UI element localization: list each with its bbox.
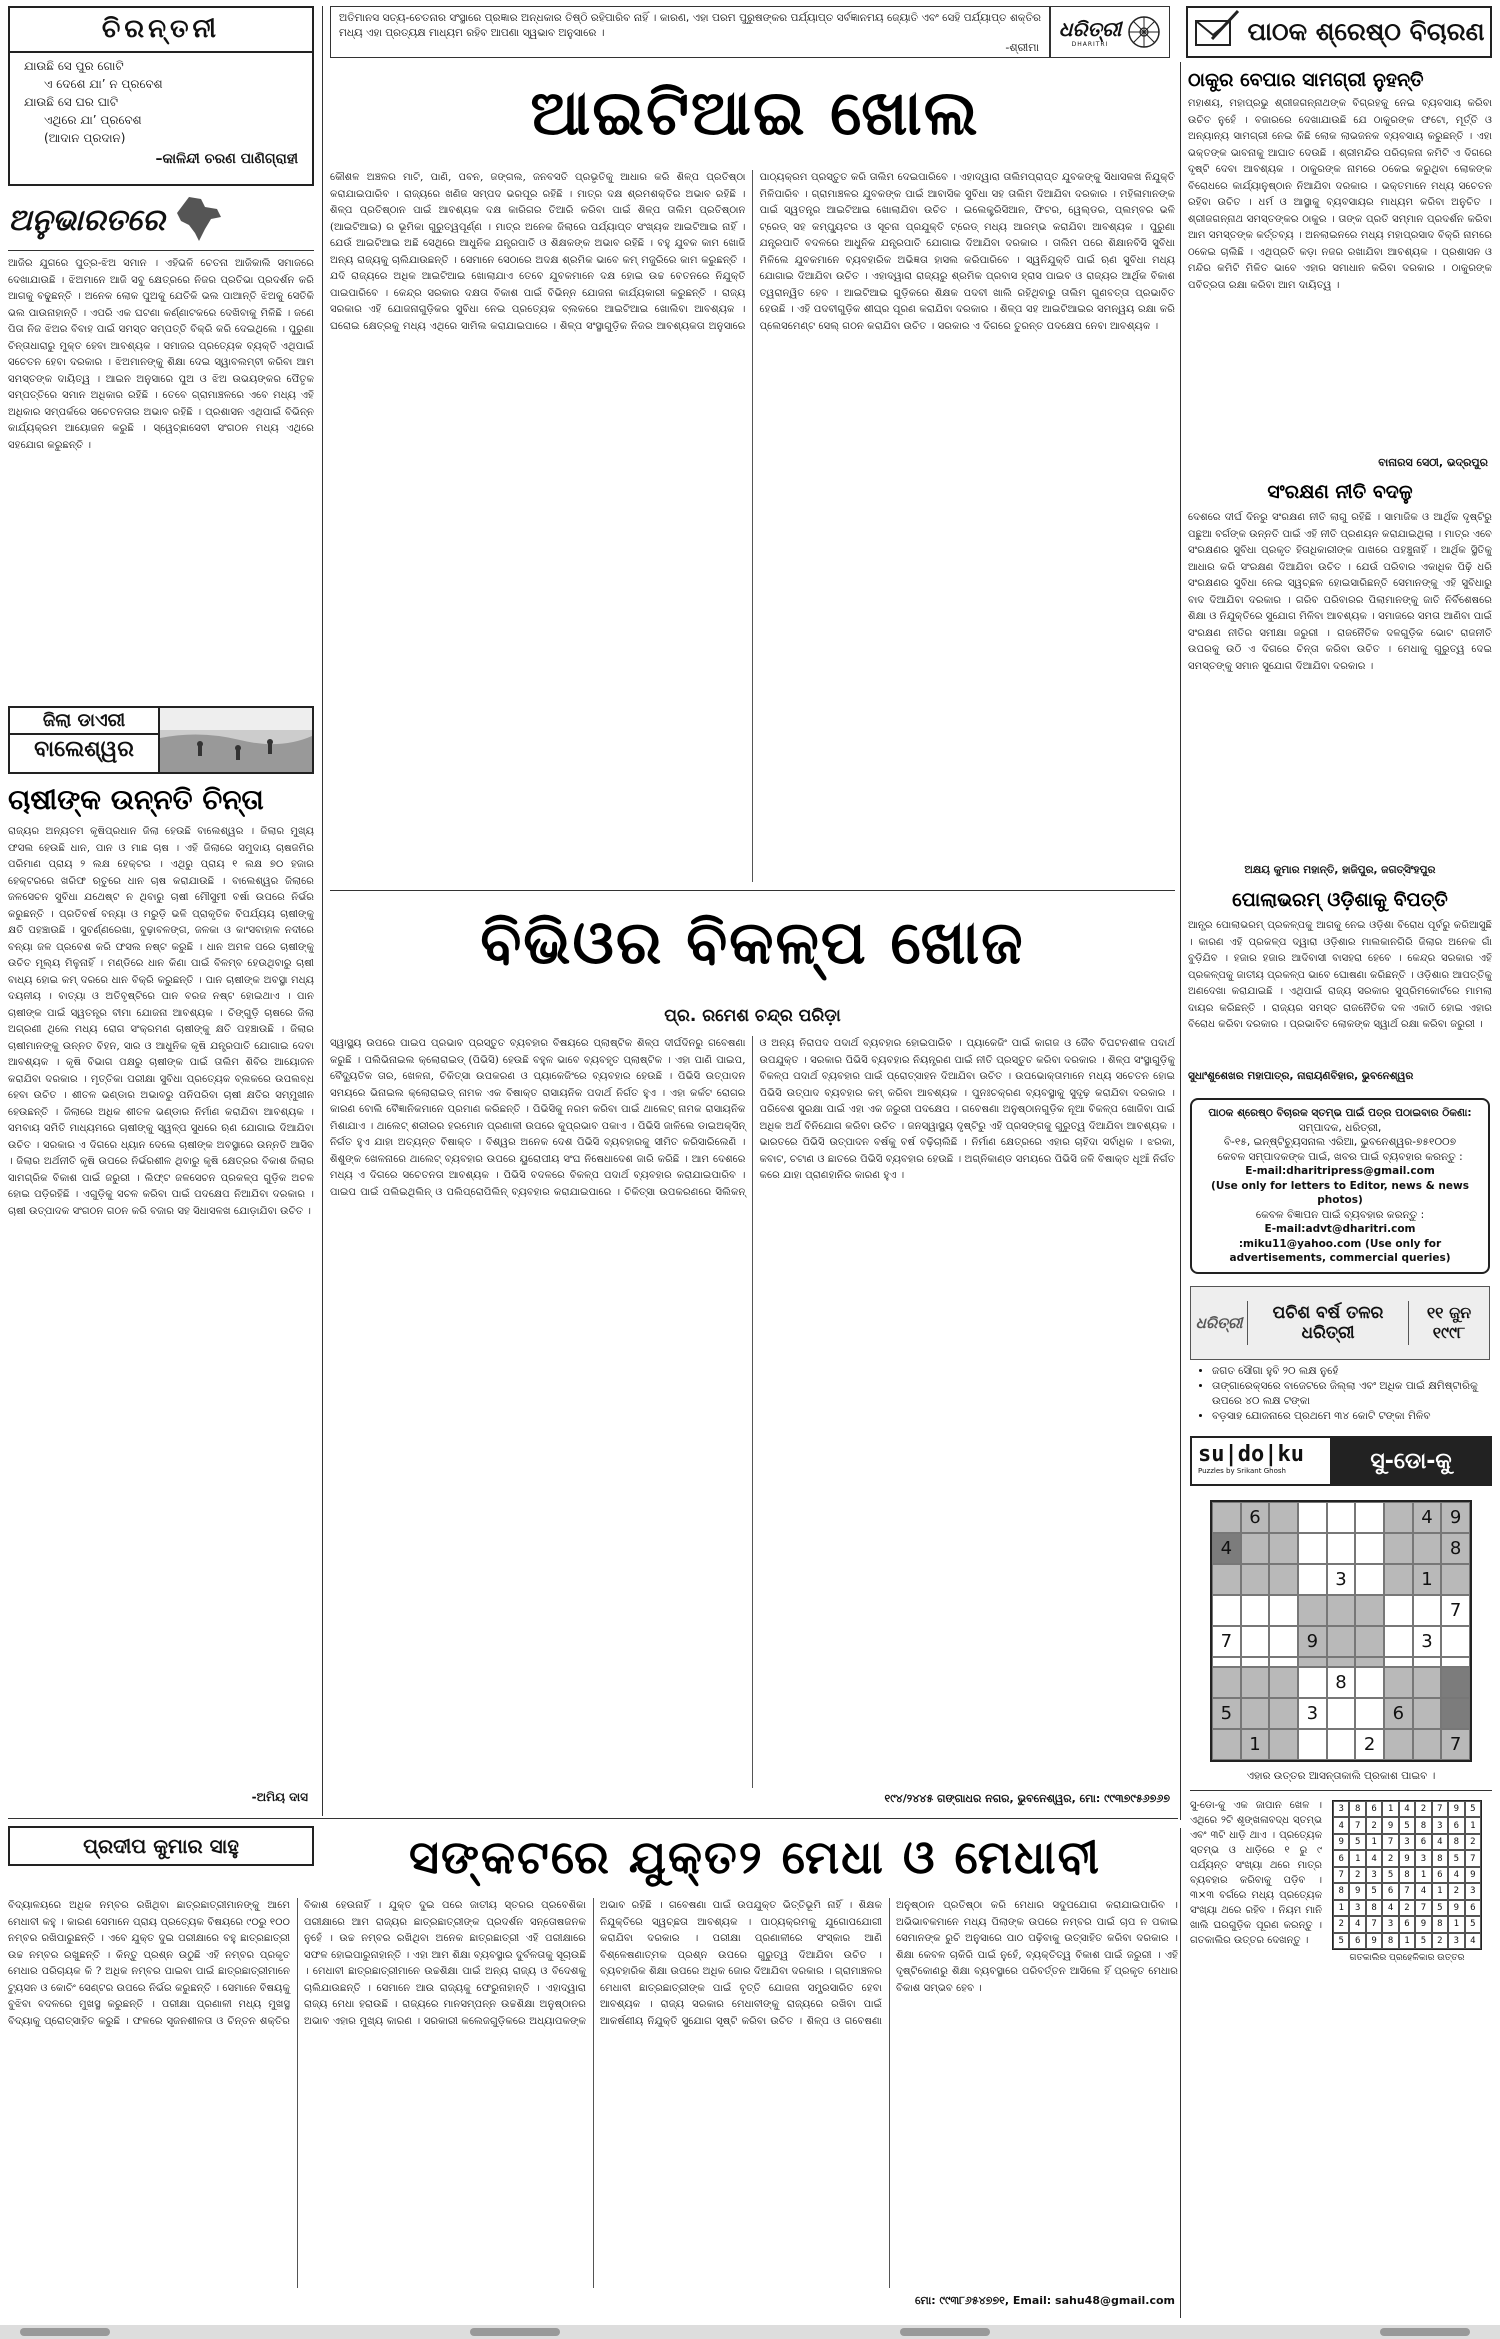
answer-cell: 3 xyxy=(1415,1850,1431,1866)
sudoku-cell[interactable] xyxy=(1384,1729,1413,1760)
sudoku-rules-text: ସୁ-ଡୋ-କୁ ଏକ ଜାପାନ ଖେଳ । ଏଥିରେ ୨ଟି ଶୃଙ୍ଖଳାବଦ୍ଧ ସ୍ତମ୍ଭ ଏବଂ ୩ଟି ଧାଡ଼ି ଥାଏ । ପ୍ରତ୍ୟେକ ସ୍ତମ୍ଭ ଓ ଧାଡ଼ିରେ ୧ ରୁ ୯ ପର୍ଯ୍ୟନ୍ତ ସଂଖ୍ୟା ଥରେ ମାତ୍ର ବ୍ୟବହାର କରିବାକୁ ପଡ଼ିବ । ୩×୩ ବର୍ଗରେ ମଧ୍ୟ ପ୍ରତ୍ୟେକ ସଂଖ୍ୟା ଥରେ ରହିବ । ନିୟମ ମାନି ଖାଲି ଘରଗୁଡ଼ିକ ପୂରଣ କରନ୍ତୁ । ଗତକାଲିର ଉତ୍ତର ଦେଖନ୍ତୁ । xyxy=(1190,1800,1322,1946)
answer-cell: 5 xyxy=(1465,1801,1481,1817)
sudoku-cell[interactable] xyxy=(1413,1595,1442,1626)
answer-cell: 2 xyxy=(1432,1933,1448,1949)
answer-cell: 8 xyxy=(1415,1817,1431,1833)
answer-cell: 9 xyxy=(1382,1817,1398,1833)
sudoku-cell[interactable] xyxy=(1298,1729,1327,1760)
archive-box xyxy=(1190,1286,1490,1360)
answer-cell: 7 xyxy=(1349,1817,1365,1833)
sudoku-cell[interactable]: 4 xyxy=(1413,1502,1442,1533)
beach-photo xyxy=(160,708,312,772)
sudoku-cell[interactable] xyxy=(1327,1729,1356,1760)
answer-cell: 6 xyxy=(1333,1850,1349,1866)
anubharatare-body xyxy=(8,256,314,696)
answer-cell: 7 xyxy=(1432,1801,1448,1817)
page-footer-bar xyxy=(0,2325,1500,2339)
sudoku-cell[interactable]: 4 xyxy=(1212,1533,1241,1564)
sudoku-cell[interactable] xyxy=(1355,1698,1384,1729)
sudoku-caption: ଏହାର ଉତ୍ତର ଆସନ୍ତାକାଲି ପ୍ରକାଶ ପାଇବ । xyxy=(1246,1770,1436,1782)
sudoku-cell[interactable] xyxy=(1269,1533,1298,1564)
answer-cell: 8 xyxy=(1366,1900,1382,1916)
pvc-body-text: ସ୍ୱାସ୍ଥ୍ୟ ଉପରେ ପାଇପ ପ୍ରଭାବ ପ୍ରସ୍ତୁତ ବ୍ୟବହାର ବିଷୟରେ ପ୍ଲାଷ୍ଟିକ ଶିଳ୍ପ ଦୀର୍ଘଦିନରୁ ଗବେଷଣା କରୁଛି । ପଲିଭିନାଇଲ କ୍ଲୋରାଇଡ୍ (ପିଭିସି) ହେଉଛି ବହୁଳ ଭାବେ ବ୍ୟବହୃତ ପ୍ଲାଷ୍ଟିକ । ଏହା ପାଣି ପାଇପ, ବୈଦ୍ୟୁତିକ ତାର, ଖେଳନା, ଚିକିତ୍ସା ଉପକରଣ ଓ ପ୍ୟାକେଜିଂରେ ବ୍ୟବହାର ହେଉଛି । ପିଭିସି ଉତ୍ପାଦନ ସମୟରେ ଭିନାଇଲ କ୍ଲୋରାଇଡ୍ ନାମକ ଏକ ବିଷାକ୍ତ ରାସାୟନିକ ପଦାର୍ଥ ନିର୍ଗତ ହୁଏ । ଏହା କର୍କଟ ରୋଗର କାରଣ ବୋଲି ବୈଜ୍ଞାନିକମାନେ ପ୍ରମାଣ କରିଛନ୍ତି । ପିଭିସିକୁ ନରମ କରିବା ପାଇଁ ଥାଲେଟ୍ ନାମକ ରାସାୟନିକ ମିଶାଯାଏ । ଥାଲେଟ୍ ଶରୀରର ହରମୋନ ପ୍ରଣାଳୀ ଉପରେ କୁପ୍ରଭାବ ପକାଏ । ପିଭିସି ଜାଳିଲେ ଡାଇଅକ୍ସିନ୍ ନିର୍ଗତ ହୁଏ ଯାହା ଅତ୍ୟନ୍ତ ବିଷାକ୍ତ । ବିଶ୍ୱର ଅନେକ ଦେଶ ପିଭିସି ବ୍ୟବହାରକୁ ସୀମିତ କରିସାରିଲେଣି । ଶିଶୁଙ୍କ ଖେଳନାରେ ଥାଲେଟ୍ ବ୍ୟବହାର ଉପରେ ୟୁରୋପୀୟ ସଂଘ ନିଷେଧାଦେଶ ଜାରି କରିଛି । ଆମ ଦେଶରେ ମଧ୍ୟ ଏ ଦିଗରେ ସଚେତନତା ଆବଶ୍ୟକ । ପିଭିସି ବଦଳରେ ବିକଳ୍ପ ପଦାର୍ଥ ବ୍ୟବହାର କରାଯାଇପାରିବ । ପାଇପ ପାଇଁ ପଲିଇଥିଲିନ୍ ଓ ପଲିପ୍ରୋପିଲିନ୍ ବ୍ୟବହାର କରାଯାଇପାରେ । ଚିକିତ୍ସା ଉପକରଣରେ ସିଲିକନ୍ ଓ ଅନ୍ୟ ନିରାପଦ ପଦାର୍ଥ ବ୍ୟବହାର ହୋଇପାରିବ । ପ୍ୟାକେଜିଂ ପାଇଁ କାଗଜ ଓ ଜୈବ ବିଘଟନଶୀଳ ପଦାର୍ଥ ଉପଯୁକ୍ତ । ସରକାର ପିଭିସି ବ୍ୟବହାର ନିୟନ୍ତ୍ରଣ ପାଇଁ ନୀତି ପ୍ରସ୍ତୁତ କରିବା ଦରକାର । ଶିଳ୍ପ ସଂସ୍ଥାଗୁଡ଼ିକୁ ବିକଳ୍ପ ପଦାର୍ଥ ବ୍ୟବହାର ପାଇଁ ପ୍ରୋତ୍ସାହନ ଦିଆଯିବା ଉଚିତ । ଉପଭୋକ୍ତାମାନେ ମଧ୍ୟ ସଚେତନ ହୋଇ ପିଭିସି ଉତ୍ପାଦ ବ୍ୟବହାର କମ୍ କରିବା ଆବଶ୍ୟକ । ପୁନଃଚକ୍ରଣ ବ୍ୟବସ୍ଥାକୁ ସୁଦୃଢ଼ କରାଯିବା ଦରକାର । ପରିବେଶ ସୁରକ୍ଷା ପାଇଁ ଏହା ଏକ ଜରୁରୀ ପଦକ୍ଷେପ । ଗବେଷଣା ଅନୁଷ୍ଠାନଗୁଡ଼ିକ ନୂଆ ବିକଳ୍ପ ଖୋଜିବା ପାଇଁ ଅଧିକ ଅର୍ଥ ବିନିଯୋଗ କରିବା ଉଚିତ । ଜନସ୍ୱାସ୍ଥ୍ୟ ଦୃଷ୍ଟିରୁ ଏହି ପ୍ରସଙ୍ଗକୁ ଗୁରୁତ୍ୱ ଦିଆଯିବା ଆବଶ୍ୟକ । ଭାରତରେ ପିଭିସି ଉତ୍ପାଦନ ବର୍ଷକୁ ବର୍ଷ ବଢ଼ିଚାଲିଛି । ନିର୍ମାଣ କ୍ଷେତ୍ରରେ ଏହାର ଚାହିଦା ସର୍ବାଧିକ । ଝରକା, କବାଟ, ଚଟାଣ ଓ ଛାତରେ ପିଭିସି ବ୍ୟବହାର ହେଉଛି । ଅଗ୍ନିକାଣ୍ଡ ସମୟରେ ପିଭିସି ଜଳି ବିଷାକ୍ତ ଧୂଆଁ ନିର୍ଗତ କରେ ଯାହା ପ୍ରାଣହାନିର କାରଣ ହୁଏ । xyxy=(330,1038,1175,1198)
sudoku-cell[interactable]: 2 xyxy=(1355,1729,1384,1760)
sudoku-cell[interactable] xyxy=(1212,1595,1241,1626)
answer-cell: 5 xyxy=(1465,1916,1481,1932)
answer-cell: 9 xyxy=(1366,1933,1382,1949)
answer-cell: 8 xyxy=(1432,1916,1448,1932)
answer-cell: 6 xyxy=(1399,1916,1415,1932)
sudoku-cell[interactable] xyxy=(1269,1626,1298,1657)
iti-body-text: କୌଶଳ ଅଞ୍ଚଳର ମାଟି, ପାଣି, ପବନ, ଜଙ୍ଗଲ, ଜନବସତି ପ୍ରଭୃତିକୁ ଆଧାର କରି ଶିଳ୍ପ ପ୍ରତିଷ୍ଠା କରାଯାଇପାରିବ । ରାଜ୍ୟରେ ଖଣିଜ ସମ୍ପଦ ଭରପୂର ରହିଛି । ମାତ୍ର ଦକ୍ଷ ଶ୍ରମଶକ୍ତିର ଅଭାବ ରହିଛି । ଶିଳ୍ପ ପ୍ରତିଷ୍ଠାନ ପାଇଁ ଆବଶ୍ୟକ ଦକ୍ଷ କାରିଗର ତିଆରି କରିବା ପାଇଁ ଶିଳ୍ପ ତାଲିମ ପ୍ରତିଷ୍ଠାନ (ଆଇଟିଆଇ) ର ଭୂମିକା ଗୁରୁତ୍ୱପୂର୍ଣ୍ଣ । ମାତ୍ର ଅନେକ ଜିଲାରେ ପର୍ଯ୍ୟାପ୍ତ ସଂଖ୍ୟକ ଆଇଟିଆଇ ନାହିଁ । ଯେଉଁ ଆଇଟିଆଇ ଅଛି ସେଥିରେ ଆଧୁନିକ ଯନ୍ତ୍ରପାତି ଓ ଶିକ୍ଷକଙ୍କ ଅଭାବ ରହିଛି । ବହୁ ଯୁବକ କାମ ଖୋଜି ଅନ୍ୟ ରାଜ୍ୟକୁ ଚାଲିଯାଉଛନ୍ତି । ସେମାନେ ସେଠାରେ ଅଦକ୍ଷ ଶ୍ରମିକ ଭାବେ କମ୍ ମଜୁରିରେ କାମ କରୁଛନ୍ତି । ଯଦି ରାଜ୍ୟରେ ଅଧିକ ଆଇଟିଆଇ ଖୋଲାଯାଏ ତେବେ ଯୁବକମାନେ ଦକ୍ଷ ହୋଇ ଉଚ୍ଚ ବେତନରେ ନିଯୁକ୍ତି ପାଇପାରିବେ । କେନ୍ଦ୍ର ସରକାର ଦକ୍ଷତା ବିକାଶ ପାଇଁ ବିଭିନ୍ନ ଯୋଜନା କାର୍ଯ୍ୟକାରୀ କରୁଛନ୍ତି । ରାଜ୍ୟ ସରକାର ଏହି ଯୋଜନାଗୁଡ଼ିକର ସୁବିଧା ନେଇ ପ୍ରତ୍ୟେକ ବ୍ଲକରେ ଆଇଟିଆଇ ଖୋଲିବା ଆବଶ୍ୟକ । ଘରୋଇ କ୍ଷେତ୍ରକୁ ମଧ୍ୟ ଏଥିରେ ସାମିଲ କରାଯାଇପାରେ । ଶିଳ୍ପ ସଂସ୍ଥାଗୁଡ଼ିକ ନିଜର ଆବଶ୍ୟକତା ଅନୁସାରେ ପାଠ୍ୟକ୍ରମ ପ୍ରସ୍ତୁତ କରି ତାଲିମ ଦେଇପାରିବେ । ଏହାଦ୍ୱାରା ତାଲିମପ୍ରାପ୍ତ ଯୁବକଙ୍କୁ ସିଧାସଳଖ ନିଯୁକ୍ତି ମିଳିପାରିବ । ଗ୍ରାମାଞ୍ଚଳର ଯୁବକଙ୍କ ପାଇଁ ଆବାସିକ ସୁବିଧା ସହ ତାଲିମ ଦିଆଯିବା ଦରକାର । ମହିଳାମାନଙ୍କ ପାଇଁ ସ୍ୱତନ୍ତ୍ର ଆଇଟିଆଇ ଖୋଲାଯିବା ଉଚିତ । ଇଲେକ୍ଟ୍ରିସିଆନ, ଫିଟର, ୱେଲ୍ଡର, ପ୍ଲମ୍ବର ଭଳି ଟ୍ରେଡ୍ ସହ କମ୍ପ୍ୟୁଟର ଓ ସୂଚନା ପ୍ରଯୁକ୍ତି ଟ୍ରେଡ୍ ମଧ୍ୟ ଆରମ୍ଭ କରାଯିବା ଆବଶ୍ୟକ । ପୁରୁଣା ଯନ୍ତ୍ରପାତି ବଦଳରେ ଆଧୁନିକ ଯନ୍ତ୍ରପାତି ଯୋଗାଇ ଦିଆଯିବା ଦରକାର । ତାଲିମ ପରେ ଶିକ୍ଷାନବିସି ସୁବିଧା ମିଳିଲେ ଯୁବକମାନେ ବ୍ୟବହାରିକ ଅଭିଜ୍ଞତା ହାସଲ କରିପାରିବେ । ସ୍ୱନିଯୁକ୍ତି ପାଇଁ ଋଣ ସୁବିଧା ମଧ୍ୟ ଯୋଗାଇ ଦିଆଯିବା ଉଚିତ । ଏହାଦ୍ୱାରା ରାଜ୍ୟରୁ ଶ୍ରମିକ ପ୍ରବାସ ହ୍ରାସ ପାଇବ ଓ ରାଜ୍ୟର ଆର୍ଥିକ ବିକାଶ ତ୍ୱରାନ୍ୱିତ ହେବ । ଆଇଟିଆଇ ଗୁଡ଼ିକରେ ଶିକ୍ଷକ ପଦବୀ ଖାଲି ରହିଥିବାରୁ ତାଲିମ ଗୁଣବତ୍ତା ପ୍ରଭାବିତ ହେଉଛି । ଏହି ପଦବୀଗୁଡ଼ିକ ଶୀଘ୍ର ପୂରଣ କରାଯିବା ଦରକାର । ଶିଳ୍ପ ସହ ଆଇଟିଆଇର ସମନ୍ୱୟ ରକ୍ଷା କରି ପ୍ଲେସମେଣ୍ଟ ସେଲ୍ ଗଠନ କରାଯିବା ଉଚିତ । ସରକାର ଏ ଦିଗରେ ତୁରନ୍ତ ପଦକ୍ଷେପ ନେବା ଆବଶ୍ୟକ । xyxy=(330,172,1175,332)
sudoku-cell[interactable]: 9 xyxy=(1441,1502,1470,1533)
pvc-body xyxy=(330,1036,1175,1788)
masthead-sub: DHARITRI xyxy=(1071,40,1109,48)
answer-cell: 7 xyxy=(1382,1834,1398,1850)
answer-cell: 7 xyxy=(1366,1916,1382,1932)
answer-cell: 2 xyxy=(1333,1916,1349,1932)
answer-cell: 9 xyxy=(1399,1850,1415,1866)
answer-cell: 1 xyxy=(1382,1801,1398,1817)
sudoku-cell[interactable]: 7 xyxy=(1441,1729,1470,1760)
answer-cell: 6 xyxy=(1415,1834,1431,1850)
jilla-diary-label: ଜିଲା ଡାଏରୀ xyxy=(10,708,158,735)
farmer-author: -ଅମିୟ ଦାସ xyxy=(251,1790,308,1804)
author-box-name: ପ୍ରଦୀପ କୁମାର ସାହୁ xyxy=(83,1834,239,1858)
sudoku-cell[interactable] xyxy=(1269,1595,1298,1626)
sudoku-cell[interactable]: 7 xyxy=(1212,1626,1241,1657)
sudoku-cell[interactable] xyxy=(1241,1564,1270,1595)
archive-logo: ଧରିତ୍ରୀ xyxy=(1195,1314,1243,1332)
sudoku-cell[interactable] xyxy=(1355,1657,1384,1667)
brain-drain-text: ବିଦ୍ୟାଳୟରେ ଅଧିକ ନମ୍ବର ରଖିଥିବା ଛାତ୍ରଛାତ୍ରୀମାନଙ୍କୁ ଆମେ ମେଧାବୀ କହୁ । କାରଣ ସେମାନେ ପ୍ରାୟ ପ୍ରତ୍ୟେକ ବିଷୟରେ ୯୦ରୁ ୧୦୦ ନମ୍ବର ରଖିପାରୁଛନ୍ତି । ଏବେ ଯୁକ୍ତ ଦୁଇ ପରୀକ୍ଷାରେ ବହୁ ଛାତ୍ରଛାତ୍ରୀ ଉଚ୍ଚ ନମ୍ବର ରଖୁଛନ୍ତି । କିନ୍ତୁ ପ୍ରଶ୍ନ ଉଠୁଛି ଏହି ନମ୍ବର ପ୍ରକୃତ ମେଧାର ପରିଚାୟକ କି ? ଅଧିକ ନମ୍ବର ପାଇବା ପାଇଁ ଛାତ୍ରଛାତ୍ରୀମାନେ ଟ୍ୟୁସନ ଓ କୋଚିଂ ସେଣ୍ଟର ଉପରେ ନିର୍ଭର କରୁଛନ୍ତି । ସେମାନେ ବିଷୟକୁ ବୁଝିବା ବଦଳରେ ମୁଖସ୍ଥ କରୁଛନ୍ତି । ପରୀକ୍ଷା ପ୍ରଣାଳୀ ମଧ୍ୟ ମୁଖସ୍ଥ ବିଦ୍ୟାକୁ ପ୍ରୋତ୍ସାହିତ କରୁଛି । ଫଳରେ ସୃଜନଶୀଳତା ଓ ଚିନ୍ତନ ଶକ୍ତିର ବିକାଶ ହେଉନାହିଁ । ଯୁକ୍ତ ଦୁଇ ପରେ ଜାତୀୟ ସ୍ତରର ପ୍ରବେଶିକା ପରୀକ୍ଷାରେ ଆମ ରାଜ୍ୟର ଛାତ୍ରଛାତ୍ରୀଙ୍କ ପ୍ରଦର୍ଶନ ସନ୍ତୋଷଜନକ ନୁହେଁ । ଉଚ୍ଚ ନମ୍ବର ରଖିଥିବା ଅନେକ ଛାତ୍ରଛାତ୍ରୀ ଏହି ପରୀକ୍ଷାରେ ସଫଳ ହୋଇପାରୁନାହାନ୍ତି । ଏହା ଆମ ଶିକ୍ଷା ବ୍ୟବସ୍ଥାର ଦୁର୍ବଳତାକୁ ସୂଚାଉଛି । ମେଧାବୀ ଛାତ୍ରଛାତ୍ରୀମାନେ ଉଚ୍ଚଶିକ୍ଷା ପାଇଁ ଅନ୍ୟ ରାଜ୍ୟ ଓ ବିଦେଶକୁ ଚାଲିଯାଉଛନ୍ତି । ସେମାନେ ଆଉ ରାଜ୍ୟକୁ ଫେରୁନାହାନ୍ତି । ଏହାଦ୍ୱାରା ରାଜ୍ୟ ମେଧା ହରାଉଛି । ରାଜ୍ୟରେ ମାନସମ୍ପନ୍ନ ଉଚ୍ଚଶିକ୍ଷା ଅନୁଷ୍ଠାନର ଅଭାବ ଏହାର ମୁଖ୍ୟ କାରଣ । ସରକାରୀ କଲେଜଗୁଡ଼ିକରେ ଅଧ୍ୟାପକଙ୍କ ଅଭାବ ରହିଛି । ଗବେଷଣା ପାଇଁ ଉପଯୁକ୍ତ ଭିତ୍ତିଭୂମି ନାହିଁ । ଶିକ୍ଷକ ନିଯୁକ୍ତିରେ ସ୍ୱଚ୍ଛତା ଆବଶ୍ୟକ । ପାଠ୍ୟକ୍ରମକୁ ଯୁଗୋପଯୋଗୀ କରାଯିବା ଦରକାର । ପରୀକ୍ଷା ପ୍ରଣାଳୀରେ ସଂସ୍କାର ଆଣି ବିଶ୍ଳେଷଣାତ୍ମକ ପ୍ରଶ୍ନ ଉପରେ ଗୁରୁତ୍ୱ ଦିଆଯିବା ଉଚିତ । ବ୍ୟବହାରିକ ଶିକ୍ଷା ଉପରେ ଅଧିକ ଜୋର ଦିଆଯିବା ଦରକାର । ଗ୍ରାମାଞ୍ଚଳର ମେଧାବୀ ଛାତ୍ରଛାତ୍ରୀଙ୍କ ପାଇଁ ବୃତ୍ତି ଯୋଜନା ସମ୍ପ୍ରସାରିତ ହେବା ଆବଶ୍ୟକ । ରାଜ୍ୟ ସରକାର ମେଧାବୀଙ୍କୁ ରାଜ୍ୟରେ ରଖିବା ପାଇଁ ଆକର୍ଷଣୀୟ ନିଯୁକ୍ତି ସୁଯୋଗ ସୃଷ୍ଟି କରିବା ଉଚିତ । ଶିଳ୍ପ ଓ ଗବେଷଣା ଅନୁଷ୍ଠାନ ପ୍ରତିଷ୍ଠା କରି ମେଧାର ସଦୁପଯୋଗ କରାଯାଇପାରିବ । ଅଭିଭାବକମାନେ ମଧ୍ୟ ପିଲାଙ୍କ ଉପରେ ନମ୍ବର ପାଇଁ ଚାପ ନ ପକାଇ ସେମାନଙ୍କ ରୁଚି ଅନୁସାରେ ପାଠ ପଢ଼ିବାକୁ ଉତ୍ସାହିତ କରିବା ଦରକାର । ଶିକ୍ଷା କେବଳ ଚାକିରି ପାଇଁ ନୁହେଁ, ବ୍ୟକ୍ତିତ୍ୱ ବିକାଶ ପାଇଁ ଜରୁରୀ । ଏହି ଦୃଷ୍ଟିକୋଣରୁ ଶିକ୍ଷା ବ୍ୟବସ୍ଥାରେ ପରିବର୍ତ୍ତନ ଆସିଲେ ହିଁ ପ୍ରକୃତ ମେଧାର ବିକାଶ ସମ୍ଭବ ହେବ । xyxy=(8,1900,1178,2027)
archive-label: ପଚିଶ ବର୍ଷ ତଳର ଧରିତ୍ରୀ xyxy=(1247,1301,1409,1345)
answer-cell: 7 xyxy=(1415,1900,1431,1916)
sudoku-cell[interactable] xyxy=(1327,1533,1356,1564)
answer-cell: 4 xyxy=(1382,1900,1398,1916)
answer-cell: 3 xyxy=(1432,1817,1448,1833)
answer-cell: 3 xyxy=(1399,1834,1415,1850)
sudoku-cell[interactable] xyxy=(1384,1564,1413,1595)
answer-cell: 9 xyxy=(1415,1916,1431,1932)
answer-cell: 5 xyxy=(1366,1883,1382,1899)
masthead xyxy=(1050,6,1170,58)
pvc-author: ପ୍ର. ରମେଶ ଚନ୍ଦ୍ର ପରିଡ଼ା xyxy=(664,1006,841,1026)
sudoku-cell[interactable] xyxy=(1413,1698,1442,1729)
sudoku-cell[interactable]: 1 xyxy=(1241,1729,1270,1760)
india-map-icon xyxy=(171,195,225,245)
sudoku-grid[interactable] xyxy=(1210,1500,1472,1762)
letter-1-text: ମହାଶୟ, ମହାପ୍ରଭୁ ଶ୍ରୀଜଗନ୍ନାଥଙ୍କ ବିଗ୍ରହକୁ ନେଇ ବ୍ୟବସାୟ କରିବା ଉଚିତ ନୁହେଁ । ବଜାରରେ ଦେଖାଯାଉଛି ଯେ ଠାକୁରଙ୍କ ଫଟୋ, ମୂର୍ତ୍ତି ଓ ଅନ୍ୟାନ୍ୟ ସାମଗ୍ରୀ ନେଇ କିଛି ଲୋକ ଲାଭଜନକ ବ୍ୟବସାୟ କରୁଛନ୍ତି । ଏହା ଭକ୍ତଙ୍କ ଭାବନାକୁ ଆଘାତ ଦେଉଛି । ଶ୍ରୀମନ୍ଦିର ପରିଚାଳନା କମିଟି ଏ ଦିଗରେ ଦୃଷ୍ଟି ଦେବା ଆବଶ୍ୟକ । ଠାକୁରଙ୍କ ନାମରେ ଠକେଇ କରୁଥିବା ଲୋକଙ୍କ ବିରୋଧରେ କାର୍ଯ୍ୟାନୁଷ୍ଠାନ ନିଆଯିବା ଦରକାର । ଭକ୍ତମାନେ ମଧ୍ୟ ସଚେତନ ରହିବା ଉଚିତ । ଧର୍ମ ଓ ଆସ୍ଥାକୁ ବ୍ୟବସାୟର ମାଧ୍ୟମ କରିବା ଅନୁଚିତ । ଶ୍ରୀଜଗନ୍ନାଥ ସମସ୍ତଙ୍କର ଠାକୁର । ତାଙ୍କ ପ୍ରତି ସମ୍ମାନ ପ୍ରଦର୍ଶନ କରିବା ଆମ ସମସ୍ତଙ୍କ କର୍ତ୍ତବ୍ୟ । ଅନଲାଇନରେ ମଧ୍ୟ ମହାପ୍ରସାଦ ବିକ୍ରି ନାମରେ ଠକେଇ ଚାଲିଛି । ଏଥିପ୍ରତି କଡ଼ା ନଜର ରଖାଯିବା ଆବଶ୍ୟକ । ପ୍ରଶାସନ ଓ ମନ୍ଦିର କମିଟି ମିଳିତ ଭାବେ ଏହାର ସମାଧାନ କରିବା ଦରକାର । ଠାକୁରଙ୍କ ପବିତ୍ରତା ରକ୍ଷା କରିବା ଆମ ଦାୟିତ୍ୱ । xyxy=(1188,98,1492,291)
answer-cell: 5 xyxy=(1349,1834,1365,1850)
sudoku-brand: su|do|ku xyxy=(1198,1442,1304,1467)
anubharatare-title: ଅନୁଭାରତରେ xyxy=(8,202,165,238)
sudoku-cell[interactable] xyxy=(1241,1667,1270,1698)
answer-cell: 3 xyxy=(1333,1801,1349,1817)
answer-cell: 4 xyxy=(1399,1801,1415,1817)
answer-cell: 3 xyxy=(1465,1883,1481,1899)
sudoku-cell[interactable] xyxy=(1441,1698,1470,1729)
answer-cell: 4 xyxy=(1366,1850,1382,1866)
answer-cell: 4 xyxy=(1415,1883,1431,1899)
answer-cell: 9 xyxy=(1333,1834,1349,1850)
sudoku-cell[interactable]: 3 xyxy=(1298,1698,1327,1729)
answer-cell: 6 xyxy=(1448,1817,1464,1833)
answer-cell: 3 xyxy=(1382,1916,1398,1932)
address-line2: ସମ୍ପାଦକ, ଧରିତ୍ରୀ, xyxy=(1298,1121,1382,1134)
author-box xyxy=(8,1826,314,1866)
answer-cell: 9 xyxy=(1349,1883,1365,1899)
answer-cell: 9 xyxy=(1448,1801,1464,1817)
letter-pen-icon xyxy=(1192,9,1242,55)
answer-cell: 8 xyxy=(1432,1850,1448,1866)
sudoku-cell[interactable]: 9 xyxy=(1298,1626,1327,1657)
answer-cell: 8 xyxy=(1333,1883,1349,1899)
letter-3-text: ଆନ୍ଧ୍ର ପୋଲାଭରମ୍ ପ୍ରକଳ୍ପକୁ ଆଗକୁ ନେଇ ଓଡ଼ିଶା ବିରୋଧ ପୂର୍ବରୁ କରିଆସୁଛି । କାରଣ ଏହି ପ୍ରକଳ୍ପ ଦ୍ୱାରା ଓଡ଼ିଶାର ମାଲକାନଗିରି ଜିଲାର ଅନେକ ଗାଁ ବୁଡ଼ିଯିବ । ହଜାର ହଜାର ଆଦିବାସୀ ବାସହରା ହେବେ । କେନ୍ଦ୍ର ସରକାର ଏହି ପ୍ରକଳ୍ପକୁ ଜାତୀୟ ପ୍ରକଳ୍ପ ଭାବେ ଘୋଷଣା କରିଛନ୍ତି । ଓଡ଼ିଶାର ଆପତ୍ତିକୁ ଅଣଦେଖା କରାଯାଇଛି । ଏଥିପାଇଁ ରାଜ୍ୟ ସରକାର ସୁପ୍ରିମକୋର୍ଟରେ ମାମଲା ଦାୟର କରିଛନ୍ତି । ରାଜ୍ୟର ସମସ୍ତ ରାଜନୈତିକ ଦଳ ଏକାଠି ହୋଇ ଏହାର ବିରୋଧ କରିବା ଦରକାର । ପ୍ରଭାବିତ ଲୋକଙ୍କ ସ୍ୱାର୍ଥ ରକ୍ଷା କରିବା ଜରୁରୀ । xyxy=(1188,920,1492,1030)
sudoku-cell[interactable] xyxy=(1298,1667,1327,1698)
answer-cell: 1 xyxy=(1333,1900,1349,1916)
sudoku-cell[interactable] xyxy=(1441,1626,1470,1657)
letter-1-title: ଠାକୁର ବେପାର ସାମଗ୍ରୀ ନୁହନ୍ତି xyxy=(1188,69,1424,91)
answer-cell: 2 xyxy=(1366,1817,1382,1833)
sudoku-cell[interactable] xyxy=(1269,1502,1298,1533)
answer-cell: 8 xyxy=(1349,1801,1365,1817)
sudoku-cell[interactable] xyxy=(1269,1564,1298,1595)
sudoku-cell[interactable] xyxy=(1212,1502,1241,1533)
sudoku-cell[interactable]: 8 xyxy=(1441,1533,1470,1564)
letter-1-body xyxy=(1188,96,1492,452)
answer-cell: 1 xyxy=(1432,1883,1448,1899)
answer-cell: 4 xyxy=(1333,1817,1349,1833)
iti-headline: ଆଇଟିଆଇ ଖୋଲ xyxy=(530,76,980,149)
farmer-headline: ଚାଷୀଙ୍କ ଉନ୍ନତି ଚିନ୍ତା xyxy=(8,783,264,816)
answer-cell: 5 xyxy=(1432,1900,1448,1916)
letter-2-title: ସଂରକ୍ଷଣ ନୀତି ବଦଳୁ xyxy=(1267,481,1413,503)
answer-cell: 5 xyxy=(1333,1933,1349,1949)
answer-cell: 6 xyxy=(1349,1933,1365,1949)
address-line1: ପାଠକ ଶ୍ରେଷ୍ଠ ବିଚାରକ ସ୍ତମ୍ଭ ପାଇଁ ପତ୍ର ପଠାଇବାର ଠିକଣା: xyxy=(1208,1107,1472,1119)
brain-drain-headline: ସଙ୍କଟରେ ଯୁକ୍ତ୨ ମେଧା ଓ ମେଧାବୀ xyxy=(408,1830,1102,1884)
pvc-headline: ବିଭିଓର ବିକଳ୍ପ ଖୋଜ xyxy=(480,908,1025,978)
quote-text: ଅତିମାନସ ସତ୍ୟ-ଚେତନାର ସଂସ୍ଥାରେ ପ୍ରଜ୍ଞାର ଅନ୍ଧକାର ତିଷ୍ଠି ରହିପାରିବ ନାହିଁ । କାରଣ, ଏହା ପରମ ପୁରୁଷଙ୍କର ପର୍ଯ୍ୟାପ୍ତ ସର୍ବଜ୍ଞାନମୟ ଜ୍ୟୋତି ଏବଂ ସେହି ପର୍ଯ୍ୟାପ୍ତ ଶକ୍ତିର ମଧ୍ୟ ଏହା ପ୍ରତ୍ୟକ୍ଷ ମାଧ୍ୟମ ରହିବ ଆପଣା ସ୍ୱଭାବ ଅନୁସାରେ । xyxy=(339,12,1041,39)
chirantani-line: ଏଥିରେ ଯା’ ପ୍ରବେଶ xyxy=(44,113,142,127)
sudoku-cell[interactable] xyxy=(1327,1698,1356,1729)
sudoku-cell[interactable] xyxy=(1298,1533,1327,1564)
sudoku-cell[interactable] xyxy=(1413,1729,1442,1760)
farmer-text: ରାଜ୍ୟର ଅନ୍ୟତମ କୃଷିପ୍ରଧାନ ଜିଲା ହେଉଛି ବାଲେଶ୍ୱର । ଜିଲାର ମୁଖ୍ୟ ଫସଲ ହେଉଛି ଧାନ, ପାନ ଓ ମାଛ ଚାଷ । ଏହି ଜିଲାରେ ସମୁଦାୟ ଚାଷଜମିର ପରିମାଣ ପ୍ରାୟ ୨ ଲକ୍ଷ ହେକ୍ଟର । ଏଥିରୁ ପ୍ରାୟ ୧ ଲକ୍ଷ ୭୦ ହଜାର ହେକ୍ଟରରେ ଖରିଫ ଋତୁରେ ଧାନ ଚାଷ କରାଯାଉଛି । ବାଲେଶ୍ୱର ଜିଲାରେ ଜଳସେଚନ ସୁବିଧା ଯଥେଷ୍ଟ ନ ଥିବାରୁ ଚାଷୀ ମୌସୁମୀ ବର୍ଷା ଉପରେ ନିର୍ଭର କରୁଛନ୍ତି । ପ୍ରତିବର୍ଷ ବନ୍ୟା ଓ ମରୁଡ଼ି ଭଳି ପ୍ରାକୃତିକ ବିପର୍ଯ୍ୟୟ ଚାଷୀଙ୍କୁ କ୍ଷତି ପହଞ୍ଚାଉଛି । ସୁବର୍ଣ୍ଣରେଖା, ବୁଢ଼ାବଳଙ୍ଗ, ଜଳକା ଓ କାଂସବାହାଳ ନଦୀରେ ବନ୍ୟା ଜଳ ପ୍ରବେଶ କରି ଫସଲ ନଷ୍ଟ କରୁଛି । ଧାନ ଅମଳ ପରେ ଚାଷୀଙ୍କୁ ଉଚିତ ମୂଲ୍ୟ ମିଳୁନାହିଁ । ମଣ୍ଡିରେ ଧାନ କିଣା ପାଇଁ ବିଳମ୍ବ ହେଉଥିବାରୁ ଚାଷୀ ବାଧ୍ୟ ହୋଇ କମ୍ ଦରରେ ଧାନ ବିକ୍ରି କରୁଛନ୍ତି । ପାନ ଚାଷୀଙ୍କ ଅବସ୍ଥା ମଧ୍ୟ ଦୟନୀୟ । ବାତ୍ୟା ଓ ଅତିବୃଷ୍ଟିରେ ପାନ ବରଜ ନଷ୍ଟ ହୋଇଥାଏ । ପାନ ଚାଷୀଙ୍କ ପାଇଁ ସ୍ୱତନ୍ତ୍ର ବୀମା ଯୋଜନା ଆବଶ୍ୟକ । ଚିଙ୍ଗୁଡ଼ି ଚାଷରେ ଜିଲା ଅଗ୍ରଣୀ ଥିଲେ ମଧ୍ୟ ରୋଗ ସଂକ୍ରମଣ ଚାଷୀଙ୍କୁ କ୍ଷତି ପହଞ୍ଚାଉଛି । ଜିଲାର ଚାଷୀମାନଙ୍କୁ ଉନ୍ନତ ବିହନ, ସାର ଓ ଆଧୁନିକ କୃଷି ଯନ୍ତ୍ରପାତି ଯୋଗାଇ ଦେବା ଆବଶ୍ୟକ । କୃଷି ବିଭାଗ ପକ୍ଷରୁ ଚାଷୀଙ୍କ ପାଇଁ ତାଲିମ ଶିବିର ଆୟୋଜନ କରାଯିବା ଦରକାର । ମୃତ୍ତିକା ପରୀକ୍ଷା ସୁବିଧା ପ୍ରତ୍ୟେକ ବ୍ଲକରେ ଉପଲବ୍ଧ ହେବା ଉଚିତ । ଶୀତଳ ଭଣ୍ଡାର ଅଭାବରୁ ପନିପରିବା ଚାଷୀ କ୍ଷତିର ସମ୍ମୁଖୀନ ହେଉଛନ୍ତି । ଜିଲାରେ ଅଧିକ ଶୀତଳ ଭଣ୍ଡାର ନିର୍ମାଣ କରାଯିବା ଆବଶ୍ୟକ । ସମବାୟ ସମିତି ମାଧ୍ୟମରେ ଚାଷୀଙ୍କୁ ସ୍ୱଳ୍ପ ସୁଧରେ ଋଣ ଯୋଗାଇ ଦିଆଯିବା ଉଚିତ । ସରକାର ଏ ଦିଗରେ ଧ୍ୟାନ ଦେଲେ ଚାଷୀଙ୍କ ଅବସ୍ଥାରେ ଉନ୍ନତି ଆସିବ । ଜିଲାର ଅର୍ଥନୀତି କୃଷି ଉପରେ ନିର୍ଭରଶୀଳ ଥିବାରୁ କୃଷି କ୍ଷେତ୍ରର ବିକାଶ ଜିଲାର ସାମଗ୍ରିକ ବିକାଶ ପାଇଁ ଜରୁରୀ । ଲିଫ୍ଟ ଜଳସେଚନ ପ୍ରକଳ୍ପ ଗୁଡ଼ିକ ଅଚଳ ହୋଇ ପଡ଼ିରହିଛି । ଏଗୁଡ଼ିକୁ ସଚଳ କରିବା ପାଇଁ ପଦକ୍ଷେପ ନିଆଯିବା ଦରକାର । ଚାଷୀ ଉତ୍ପାଦକ ସଂଗଠନ ଗଠନ କରି ବଜାର ସହ ସିଧାସଳଖ ଯୋଡ଼ାଯିବା ଉଚିତ । xyxy=(8,826,314,1217)
answer-cell: 2 xyxy=(1349,1867,1365,1883)
pvc-contact: ୧୯୪/୨୪୪୫ ଗଙ୍ଗାଧର ନଗର, ଭୁବନେଶ୍ୱର, ମୋ: ୯୯୩୭୯୫୬୭୬୭ xyxy=(884,1792,1170,1805)
sudoku-cell[interactable] xyxy=(1212,1564,1241,1595)
sudoku-cell[interactable] xyxy=(1384,1595,1413,1626)
sudoku-cell[interactable] xyxy=(1384,1657,1413,1667)
answer-cell: 1 xyxy=(1399,1933,1415,1949)
sudoku-cell[interactable] xyxy=(1269,1729,1298,1760)
reader-header-title: ପାଠକ ଶ୍ରେଷ୍ଠ ବିଚାରଣ xyxy=(1247,17,1485,46)
archive-date: ୧୧ ଜୁନ ୧୯୯୮ xyxy=(1426,1303,1472,1342)
answer-cell: 4 xyxy=(1448,1867,1464,1883)
sudoku-title-odia: ସୁ-ଡୋ-କୁ xyxy=(1332,1438,1490,1484)
answer-cell: 1 xyxy=(1349,1850,1365,1866)
letter-2-text: ଦେଶରେ ଦୀର୍ଘ ଦିନରୁ ସଂରକ୍ଷଣ ନୀତି ଲାଗୁ ରହିଛି । ସାମାଜିକ ଓ ଆର୍ଥିକ ଦୃଷ୍ଟିରୁ ପଛୁଆ ବର୍ଗଙ୍କ ଉନ୍ନତି ପାଇଁ ଏହି ନୀତି ପ୍ରଣୟନ କରାଯାଇଥିଲା । ମାତ୍ର ଏବେ ସଂରକ୍ଷଣର ସୁବିଧା ପ୍ରକୃତ ହିତାଧିକାରୀଙ୍କ ପାଖରେ ପହଞ୍ଚୁନାହିଁ । ଆର୍ଥିକ ସ୍ଥିତିକୁ ଆଧାର କରି ସଂରକ୍ଷଣ ଦିଆଯିବା ଉଚିତ । ଯେଉଁ ପରିବାର ଏକାଧିକ ପିଢ଼ି ଧରି ସଂରକ୍ଷଣର ସୁବିଧା ନେଇ ସ୍ୱଚ୍ଛଳ ହୋଇସାରିଛନ୍ତି ସେମାନଙ୍କୁ ଏହି ସୁବିଧାରୁ ବାଦ ଦିଆଯିବା ଦରକାର । ଗରିବ ପରିବାରର ପିଲାମାନଙ୍କୁ ଜାତି ନିର୍ବିଶେଷରେ ଶିକ୍ଷା ଓ ନିଯୁକ୍ତିରେ ସୁଯୋଗ ମିଳିବା ଆବଶ୍ୟକ । ସମାଜରେ ସମତା ଆଣିବା ପାଇଁ ସଂରକ୍ଷଣ ନୀତିର ସମୀକ୍ଷା ଜରୁରୀ । ରାଜନୈତିକ ଦଳଗୁଡ଼ିକ ଭୋଟ ରାଜନୀତି ଉପରକୁ ଉଠି ଏ ଦିଗରେ ଚିନ୍ତା କରିବା ଉଚିତ । ମେଧାକୁ ଗୁରୁତ୍ୱ ଦେଇ ସମସ୍ତଙ୍କୁ ସମାନ ସୁଯୋଗ ଦିଆଯିବା ଦରକାର । xyxy=(1188,512,1492,672)
answer-cell: 2 xyxy=(1399,1900,1415,1916)
sudoku-cell[interactable]: 1 xyxy=(1413,1564,1442,1595)
wheel-icon xyxy=(1127,15,1161,49)
sudoku-cell[interactable]: 5 xyxy=(1212,1698,1241,1729)
sudoku-cell[interactable] xyxy=(1327,1595,1356,1626)
letter-1-author: ବାନାରସ ସେଠୀ, ଭଦ୍ରପୁର xyxy=(1378,456,1488,469)
answer-wrap xyxy=(1332,1800,1482,1963)
answer-cell: 7 xyxy=(1465,1850,1481,1866)
sudoku-cell[interactable] xyxy=(1212,1729,1241,1760)
sudoku-cell[interactable]: 7 xyxy=(1441,1595,1470,1626)
masthead-logo: ଧରିତ୍ରୀ xyxy=(1058,16,1122,41)
sudoku-tagline: Puzzles by Srikant Ghosh xyxy=(1198,1467,1286,1475)
iti-body xyxy=(330,170,1175,882)
address-line5: କେବଳ ବିଜ୍ଞାପନ ପାଇଁ ବ୍ୟବହାର କରନ୍ତୁ : xyxy=(1255,1208,1425,1221)
answer-cell: 7 xyxy=(1399,1883,1415,1899)
sudoku-header xyxy=(1190,1436,1492,1486)
sudoku-cell[interactable]: 3 xyxy=(1413,1626,1442,1657)
sudoku-cell[interactable] xyxy=(1413,1667,1442,1698)
answer-cell: 4 xyxy=(1432,1834,1448,1850)
sudoku-cell[interactable] xyxy=(1355,1533,1384,1564)
chirantani-title: ଚିରନ୍ତନୀ xyxy=(10,8,312,53)
brain-drain-body xyxy=(8,1898,1178,2288)
sudoku-cell[interactable] xyxy=(1441,1657,1470,1667)
quote-attribution: -ଶ୍ରୀମା xyxy=(1005,41,1039,54)
sudoku-cell[interactable] xyxy=(1298,1502,1327,1533)
sudoku-cell[interactable] xyxy=(1355,1667,1384,1698)
sudoku-cell[interactable] xyxy=(1384,1502,1413,1533)
answer-cell: 7 xyxy=(1333,1867,1349,1883)
archive-item: • ଜଗତ ସୌଗା ହୁବି ୨୦ ଲକ୍ଷ ନୁହେଁ xyxy=(1212,1364,1492,1379)
sudoku-cell[interactable] xyxy=(1355,1502,1384,1533)
answer-cell: 4 xyxy=(1349,1916,1365,1932)
answer-cell: 1 xyxy=(1448,1916,1464,1932)
sudoku-cell[interactable] xyxy=(1355,1564,1384,1595)
answer-cell: 2 xyxy=(1448,1883,1464,1899)
sudoku-cell[interactable] xyxy=(1441,1667,1470,1698)
answer-caption: ଗତକାଲିର ପ୍ରହେଳିକାର ଉତ୍ତର xyxy=(1349,1953,1465,1963)
answer-cell: 4 xyxy=(1465,1933,1481,1949)
address-line4: କେବଳ ସମ୍ପାଦକଙ୍କ ପାଇଁ, ଖବର ପାଇଁ ବ୍ୟବହାର କରନ୍ତୁ : xyxy=(1217,1150,1463,1163)
sudoku-cell[interactable] xyxy=(1298,1564,1327,1595)
brain-drain-contact: ମୋ: ୯୯୩୮୬୫୪୭୭୧, Email: sahu48@gmail.com xyxy=(915,2294,1175,2307)
answer-cell: 6 xyxy=(1465,1900,1481,1916)
answer-cell: 6 xyxy=(1382,1883,1398,1899)
sudoku-cell[interactable] xyxy=(1298,1595,1327,1626)
chirantani-box xyxy=(8,6,314,186)
answer-cell: 8 xyxy=(1382,1933,1398,1949)
answer-cell: 5 xyxy=(1415,1933,1431,1949)
address-line3: ବି-୧୫, ଇନ୍‌ଷ୍ଟିଚ୍ୟୁସନାଲ ଏରିଆ, ଭୁବନେଶ୍ୱର-୭୫୧୦୦୭ xyxy=(1223,1136,1457,1148)
answer-cell: 5 xyxy=(1382,1867,1398,1883)
archive-list xyxy=(1200,1364,1492,1424)
answer-cell: 9 xyxy=(1448,1900,1464,1916)
answer-cell: 8 xyxy=(1399,1867,1415,1883)
answer-cell: 2 xyxy=(1465,1834,1481,1850)
reader-header xyxy=(1186,6,1492,58)
sudoku-cell[interactable] xyxy=(1327,1657,1356,1667)
answer-cell: 6 xyxy=(1366,1801,1382,1817)
letter-3-title: ପୋଲାଭରମ୍ ଓଡ଼ିଶାକୁ ବିପତ୍ତି xyxy=(1232,889,1448,911)
sudoku-cell[interactable] xyxy=(1241,1657,1270,1667)
sudoku-cell[interactable] xyxy=(1384,1667,1413,1698)
answer-cell: 2 xyxy=(1415,1801,1431,1817)
answer-cell: 9 xyxy=(1465,1867,1481,1883)
sudoku-cell[interactable]: 6 xyxy=(1384,1698,1413,1729)
jilla-diary xyxy=(8,706,314,774)
email-editor[interactable]: E-mail:dharitripress@gmail.com xyxy=(1245,1165,1435,1177)
answer-cell: 1 xyxy=(1465,1817,1481,1833)
chirantani-line: ଯାଉଛି ସେ ପୁର ଗୋଟି xyxy=(24,59,124,73)
letter-2-body xyxy=(1188,510,1492,862)
address-note1: (Use only for letters to Editor, news & news photos) xyxy=(1211,1179,1469,1206)
email-advt[interactable]: E-mail:advt@dharitri.com xyxy=(1264,1223,1416,1235)
sudoku-cell[interactable]: 8 xyxy=(1327,1667,1356,1698)
address-box xyxy=(1190,1098,1490,1274)
chirantani-author: –କାଳିନ୍ଦୀ ଚରଣ ପାଣିଗ୍ରାହୀ xyxy=(155,151,298,167)
sudoku-cell[interactable]: 6 xyxy=(1241,1502,1270,1533)
sudoku-cell[interactable] xyxy=(1212,1667,1241,1698)
answer-cell: 1 xyxy=(1415,1867,1431,1883)
answer-cell: 1 xyxy=(1366,1834,1382,1850)
answer-cell: 3 xyxy=(1448,1933,1464,1949)
quote-box xyxy=(330,6,1050,58)
answer-cell: 3 xyxy=(1366,1867,1382,1883)
sudoku-cell[interactable] xyxy=(1384,1626,1413,1657)
sudoku-rules xyxy=(1190,1798,1322,2018)
sudoku-cell[interactable] xyxy=(1355,1595,1384,1626)
sudoku-cell[interactable] xyxy=(1269,1667,1298,1698)
sudoku-cell[interactable] xyxy=(1413,1657,1442,1667)
farmer-body xyxy=(8,824,314,1784)
sudoku-cell[interactable] xyxy=(1269,1698,1298,1729)
sudoku-cell[interactable] xyxy=(1241,1595,1270,1626)
sudoku-cell[interactable] xyxy=(1327,1502,1356,1533)
sudoku-cell[interactable] xyxy=(1384,1533,1413,1564)
sudoku-cell[interactable] xyxy=(1241,1698,1270,1729)
anubharatare-text: ଆଜିର ଯୁଗରେ ପୁତ୍ର-ଝିଅ ସମାନ । ଏହିଭଳି ଚେତନା ଆଜିକାଲି ସମାଜରେ ଦେଖାଯାଉଛି । ଝିଅମାନେ ଆଜି ସବୁ କ୍ଷେତ୍ରରେ ନିଜର ପ୍ରତିଭା ପ୍ରଦର୍ଶନ କରି ଆଗକୁ ବଢୁଛନ୍ତି । ଅନେକ ଲୋକ ପୁଅକୁ ଯେତିକି ଭଲ ପାଆନ୍ତି ଝିଅକୁ ସେତିକି ଭଲ ପାଉନାହାନ୍ତି । ଏପରି ଏକ ଘଟଣା କର୍ଣ୍ଣାଟକରେ ଦେଖିବାକୁ ମିଳିଛି । ଜଣେ ପିତା ନିଜ ଝିଅର ବିବାହ ପାଇଁ ସମସ୍ତ ସମ୍ପତ୍ତି ବିକ୍ରି କରି ଦେଇଥିଲେ । ପୁରୁଣା ଚିନ୍ତାଧାରାରୁ ମୁକ୍ତ ହେବା ଆବଶ୍ୟକ । ସମାଜର ପ୍ରତ୍ୟେକ ବ୍ୟକ୍ତି ଏଥିପାଇଁ ସଚେତନ ହେବା ଦରକାର । ଝିଅମାନଙ୍କୁ ଶିକ୍ଷା ଦେଇ ସ୍ୱାବଲମ୍ବୀ କରିବା ଆମ ସମସ୍ତଙ୍କ ଦାୟିତ୍ୱ । ଆଇନ ଅନୁସାରେ ପୁଅ ଓ ଝିଅ ଉଭୟଙ୍କର ପୈତୃକ ସମ୍ପତ୍ତିରେ ସମାନ ଅଧିକାର ରହିଛି । ତେବେ ଗ୍ରାମାଞ୍ଚଳରେ ଏବେ ମଧ୍ୟ ଏହି ଅଧିକାର ସମ୍ପର୍କରେ ସଚେତନତାର ଅଭାବ ରହିଛି । ପ୍ରଶାସନ ଏଥିପାଇଁ ବିଭିନ୍ନ କାର୍ଯ୍ୟକ୍ରମ ଆୟୋଜନ କରୁଛି । ସ୍ୱେଚ୍ଛାସେବୀ ସଂଗଠନ ମଧ୍ୟ ଏଥିରେ ସହଯୋଗ କରୁଛନ୍ତି । xyxy=(8,258,314,451)
answer-cell: 2 xyxy=(1382,1850,1398,1866)
sudoku-cell[interactable] xyxy=(1269,1657,1298,1667)
sudoku-cell[interactable] xyxy=(1241,1626,1270,1657)
sudoku-grid-wrap xyxy=(1210,1500,1472,1762)
chirantani-line: ଏ ଦେଶେ ଯା’ ନ ପ୍ରବେଶ xyxy=(44,77,163,91)
anubharatare-header xyxy=(8,194,314,246)
sudoku-cell[interactable] xyxy=(1298,1657,1327,1667)
sudoku-cell[interactable] xyxy=(1327,1626,1356,1657)
chirantani-line: (ଆଦାନ ପ୍ରଦାନ) xyxy=(44,131,126,145)
sudoku-cell[interactable] xyxy=(1441,1564,1470,1595)
answer-cell: 6 xyxy=(1432,1867,1448,1883)
sudoku-cell[interactable] xyxy=(1241,1533,1270,1564)
answer-cell: 8 xyxy=(1448,1834,1464,1850)
letter-3-author: ସୁଧାଂଶୁଶେଖର ମହାପାତ୍ର, ନାରାୟଣବିହାର, ଭୁବନେଶ୍ୱର xyxy=(1188,1070,1414,1082)
email-yahoo[interactable]: :miku11@yahoo.com (Use only for advertisements, commercial queries) xyxy=(1229,1237,1451,1264)
answer-cell: 3 xyxy=(1349,1900,1365,1916)
sudoku-cell[interactable] xyxy=(1212,1657,1241,1667)
letter-2-author: ଅକ୍ଷୟ କୁମାର ମହାନ୍ତି, ହାଜିପୁର, ଜଗତ୍‌ସିଂହପୁର xyxy=(1244,864,1436,876)
sudoku-cell[interactable] xyxy=(1355,1626,1384,1657)
sudoku-cell[interactable]: 3 xyxy=(1327,1564,1356,1595)
jilla-diary-district: ବାଲେଶ୍ୱର xyxy=(34,737,134,762)
archive-item: • ବଡ଼ସାହ ଯୋଜନାରେ ପ୍ରଥମେ ୩୪ କୋଟି ଟଙ୍କା ମିଳିବ xyxy=(1212,1409,1492,1424)
archive-item: • ତାଙ୍ଗାରେକ୍ସରେ ବାଜେଟରେ ଜିଲ୍ଲା ଏବଂ ଅଧିକ ପାଇଁ କ୍ଷମିଷ୍ଟାରିକୁ ଉପରେ ୪୦ ଲକ୍ଷ ଟଙ୍କା xyxy=(1212,1379,1492,1409)
letter-3-body xyxy=(1188,918,1492,1066)
answer-grid xyxy=(1332,1800,1482,1950)
answer-cell: 5 xyxy=(1448,1850,1464,1866)
sudoku-cell[interactable] xyxy=(1413,1533,1442,1564)
answer-cell: 5 xyxy=(1399,1817,1415,1833)
chirantani-line: ଯାଉଛି ସେ ଘର ଘାଟି xyxy=(24,95,119,109)
